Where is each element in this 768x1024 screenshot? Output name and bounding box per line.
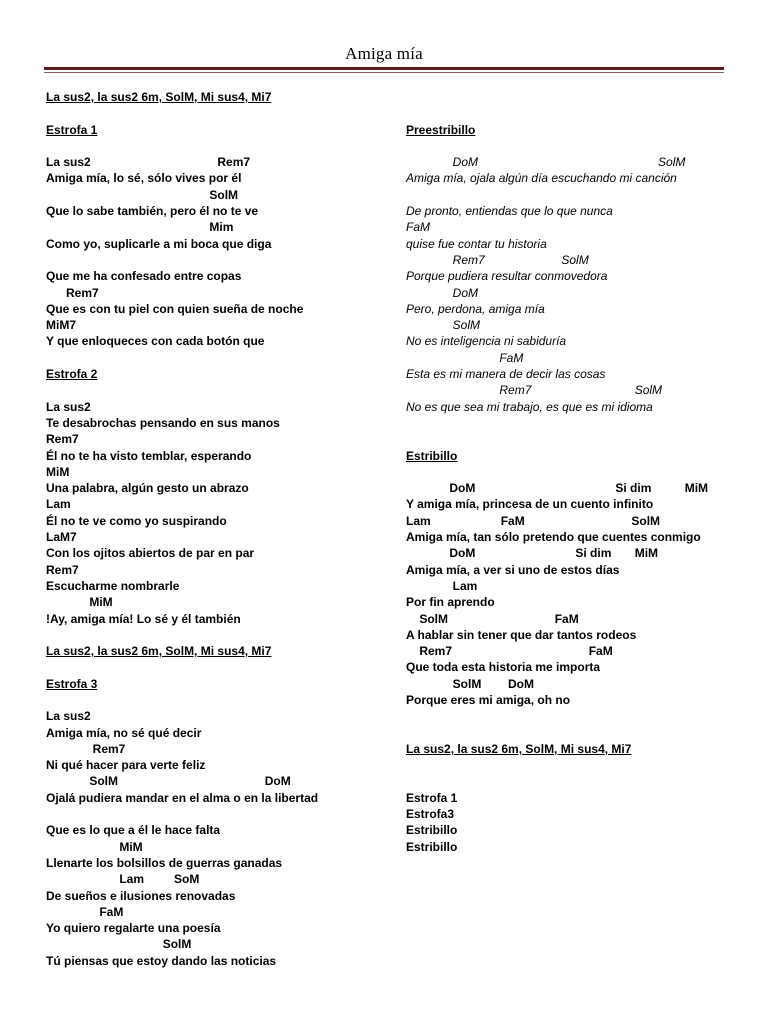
chord-line: SolM DoM [406, 676, 535, 691]
chord-line: Rem7 [46, 741, 126, 756]
chord-line: Mim [46, 220, 234, 235]
chord-line: Lam FaM SolM [406, 513, 661, 528]
blank-line [46, 252, 376, 268]
lyric-line: Una palabra, algún gesto un abrazo [46, 481, 249, 496]
lyric-line: Como yo, suplicarle a mi boca que diga [46, 236, 272, 251]
lyric-line: Que me ha confesado entre copas [46, 269, 242, 284]
chord-line: FaM [46, 904, 124, 919]
lyric-line: Llenarte los bolsillos de guerras ganadas [46, 855, 283, 870]
section-heading: La sus2, la sus2 6m, SolM, Mi sus4, Mi7 [46, 90, 272, 104]
section-heading: La sus2, la sus2 6m, SolM, Mi sus4, Mi7 [406, 741, 632, 756]
chord-line: DoM [406, 285, 479, 300]
blank-line [406, 431, 726, 447]
chord-line: LaM7 [46, 530, 77, 545]
chord-line: DoM Si dim MiM [406, 546, 659, 561]
chord-line: Lam SoM [46, 872, 200, 887]
lyric-line: Por fin aprendo [406, 595, 495, 610]
lyric-line: Que es lo que a él le hace falta [46, 823, 221, 838]
left-column [46, 89, 376, 969]
lyric-line: Amiga mía, lo sé, sólo vives por él [46, 171, 242, 186]
blank-line [406, 415, 726, 431]
chord-line: La sus2 Rem7 [46, 155, 251, 170]
chord-line: FaM [406, 350, 524, 365]
section-heading: La sus2, la sus2 6m, SolM, Mi sus4, Mi7 [46, 644, 272, 659]
lyric-line: Ni qué hacer para verte feliz [46, 758, 206, 773]
lyric-line: Te desabrochas pensando en sus manos [46, 415, 280, 430]
blank-line [406, 757, 726, 773]
lyric-line: No es que sea mi trabajo, es que es mi idioma [406, 399, 653, 414]
chord-line: SolM [46, 937, 192, 952]
section-heading: Preestribillo [406, 122, 476, 137]
lyric-line: Y que enloqueces con cada botón que [46, 334, 265, 349]
blank-line [406, 138, 726, 154]
blank-line [46, 659, 376, 675]
blank-line [406, 708, 726, 724]
title-rule-thin [44, 72, 724, 73]
chord-line: MiM [46, 464, 70, 479]
blank-line [46, 692, 376, 708]
section-heading: Estrofa 1 [46, 122, 98, 137]
lyric-line: Estrofa3 [406, 807, 455, 822]
chord-line: Rem7 SolM [406, 252, 589, 267]
chord-line: MiM [46, 839, 143, 854]
blank-line [406, 105, 726, 121]
chord-line: Lam [46, 497, 71, 512]
chord-line: SolM DoM [46, 774, 291, 789]
lyric-line: Pero, perdona, amiga mía [406, 301, 545, 316]
chord-line: La sus2 [46, 709, 91, 724]
chord-line: DoM Si dim MiM [406, 481, 709, 496]
lyric-line: Él no te ha visto temblar, esperando [46, 448, 252, 463]
lyric-line: Él no te ve como yo suspirando [46, 513, 227, 528]
lyric-line: Que lo sabe también, pero él no te ve [46, 204, 259, 219]
page-title: Amiga mía [345, 44, 423, 63]
chord-line: DoM SolM [406, 155, 686, 170]
chord-line: Rem7 FaM [406, 644, 613, 659]
lyric-line: Escucharme nombrarle [46, 578, 180, 593]
lyric-line: !Ay, amiga mía! Lo sé y él también [46, 611, 241, 626]
blank-line [406, 725, 726, 741]
lyric-line: Yo quiero regalarte una poesía [46, 921, 221, 936]
lyric-line: A hablar sin tener que dar tantos rodeos [406, 627, 637, 642]
chord-line: FaM [406, 220, 430, 235]
blank-line [406, 464, 726, 480]
lyric-line: De sueños e ilusiones renovadas [46, 888, 236, 903]
blank-line [46, 806, 376, 822]
lyric-line: Estrofa 1 [406, 790, 458, 805]
chord-line: Rem7 [46, 432, 79, 447]
chord-line: Lam [406, 578, 478, 593]
title-rule [44, 67, 724, 70]
chord-line: La sus2 [46, 399, 91, 414]
right-column [406, 89, 726, 855]
lyric-line: Tú piensas que estoy dando las noticias [46, 953, 277, 968]
chord-line: MiM [46, 595, 113, 610]
section-heading: Estrofa 2 [46, 367, 98, 382]
blank-line [46, 138, 376, 154]
chord-line: SolM [46, 187, 239, 202]
lyric-line: No es inteligencia ni sabiduría [406, 334, 567, 349]
lyric-line: Amiga mía, a ver si uno de estos días [406, 562, 620, 577]
blank-line [406, 773, 726, 789]
blank-line [46, 382, 376, 398]
lyric-line: Esta es mi manera de decir las cosas [406, 367, 606, 382]
chord-line: SolM FaM [406, 611, 579, 626]
lyric-line: Porque eres mi amiga, oh no [406, 692, 571, 707]
lyric-line: quise fue contar tu historia [406, 236, 547, 251]
blank-line [46, 105, 376, 121]
chord-line: Rem7 [46, 285, 99, 300]
blank-line [46, 350, 376, 366]
blank-line [46, 627, 376, 643]
lyric-line: Con los ojitos abiertos de par en par [46, 546, 255, 561]
chord-line: MiM7 [46, 318, 76, 333]
section-heading: Estribillo [406, 448, 458, 463]
blank-line [406, 187, 726, 203]
lyric-line: Amiga mía, tan sólo pretendo que cuentes conmigo [406, 530, 701, 545]
lyric-line: Amiga mía, no sé qué decir [46, 725, 202, 740]
lyric-line: Y amiga mía, princesa de un cuento infinito [406, 497, 654, 512]
chord-line: Rem7 [46, 562, 79, 577]
blank-line [406, 89, 726, 105]
chord-line: SolM [406, 318, 481, 333]
lyric-line: De pronto, entiendas que lo que nunca [406, 204, 613, 219]
lyric-line: Que es con tu piel con quien sueña de noche [46, 301, 304, 316]
lyric-line: Estribillo [406, 839, 458, 854]
lyric-line: Porque pudiera resultar conmovedora [406, 269, 608, 284]
lyric-line: Estribillo [406, 823, 458, 838]
lyric-line: Que toda esta historia me importa [406, 660, 601, 675]
chord-line: Rem7 SolM [406, 383, 663, 398]
section-heading: Estrofa 3 [46, 676, 98, 691]
lyric-line: Amiga mía, ojala algún día escuchando mi canción [406, 171, 677, 186]
lyric-line: Ojalá pudiera mandar en el alma o en la libertad [46, 790, 319, 805]
